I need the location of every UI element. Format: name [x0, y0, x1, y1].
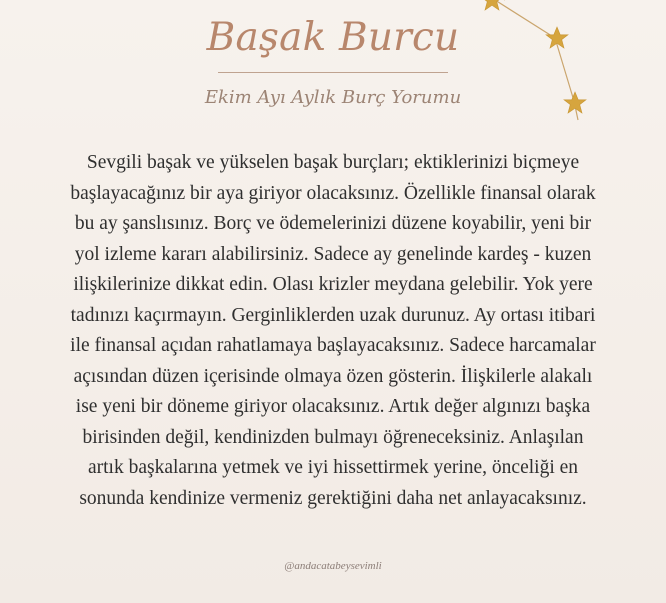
text-line: sonunda kendinize vermeniz gerektiğini daha net anlayacaksınız. — [79, 487, 587, 509]
text-line: artık başkalarına yetmek ve iyi hissettirmek yerine, önceliği en — [87, 457, 579, 478]
text-line: ise yeni bir döneme giriyor olacaksınız. Artık değer algınızı başka — [75, 396, 591, 417]
text-line: başlayacağınız bir aya giriyor olacaksınız. Özellikle finansal olarak — [70, 182, 596, 204]
star-icon-top — [481, 0, 503, 10]
author-handle: @andacatabeysevimli — [284, 560, 382, 572]
title-divider — [218, 72, 448, 73]
page-subtitle: Ekim Ayı Aylık Burç Yorumu — [204, 87, 462, 108]
text-line: açısından düzen içerisinde olmaya özen gösterin. İlişkilerle alakalı — [73, 365, 593, 387]
horoscope-text — [12, 148, 654, 514]
page-title: Başak Burcu — [206, 15, 460, 60]
text-line: birisinden değil, kendinizden bulmayı öğreneceksiniz. Anlaşılan — [82, 426, 584, 448]
text-line: tadınızı kaçırmayın. Gerginliklerden uzak durunuz. Ay ortası itibari — [70, 304, 596, 326]
text-line: Sevgili başak ve yükselen başak burçları; ektiklerinizi biçmeye — [86, 152, 580, 173]
text-line: yol izleme kararı alabilirsiniz. Sadece ay genelinde kardeş - kuzen — [74, 243, 592, 265]
text-line: ile finansal açıdan rahatlamaya başlayacaksınız. Sadece harcamalar — [70, 335, 596, 356]
text-line: ilişkilerinize dikkat edin. Olası krizler meydana gelebilir. Yok yere — [73, 274, 593, 295]
text-line: bu ay şanslısınız. Borç ve ödemelerinizi düzene koyabilir, yeni bir — [74, 213, 592, 234]
